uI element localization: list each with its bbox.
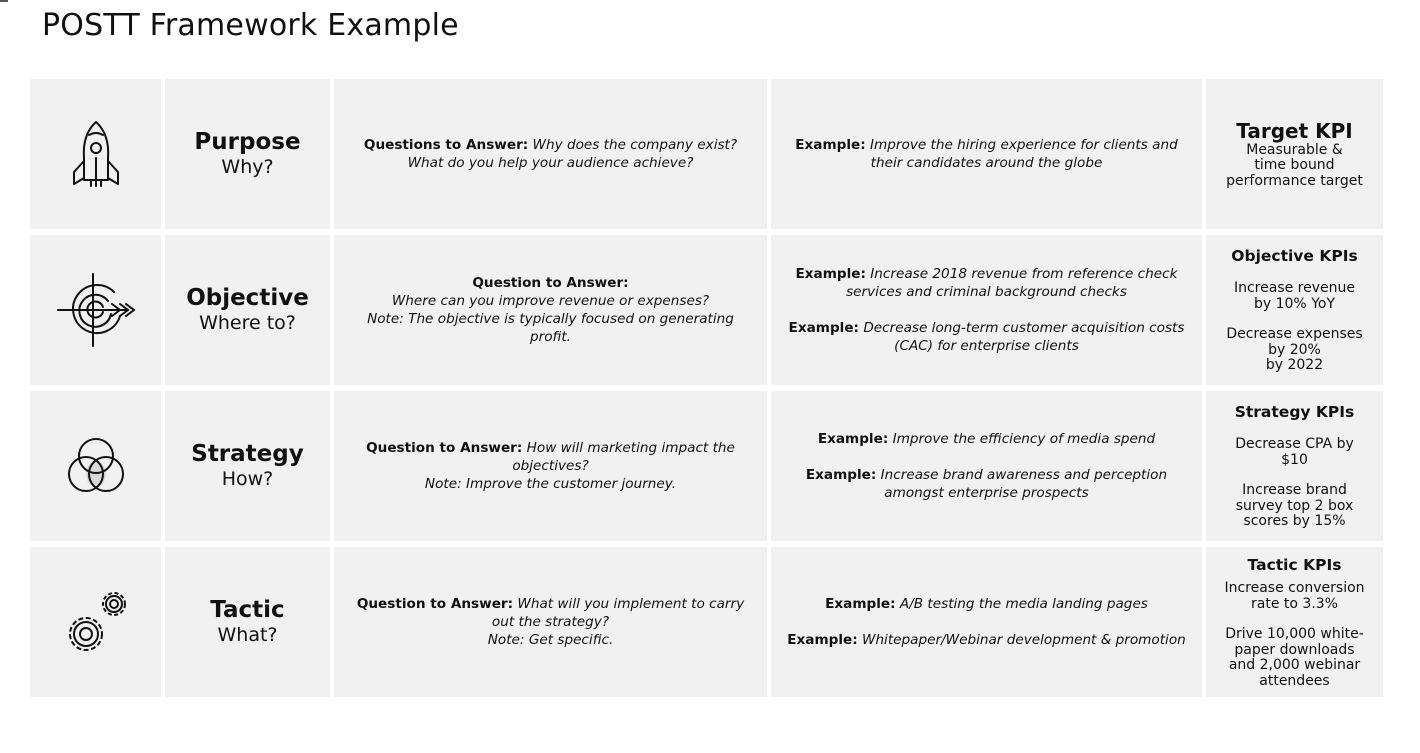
example-text: Improve the hiring experience for clients and their candidates around the globe [870,137,1178,171]
strategy-label-cell [165,391,330,541]
question-text: What do you help your audience achieve? [407,155,694,171]
kpi-line: Increase conversion [1224,580,1365,596]
objective-question-cell [334,235,767,385]
tactic-question [334,595,767,649]
objective-icon-cell [30,235,161,385]
kpi-line: by 10% YoY [1254,295,1335,312]
strategy-question [334,439,767,493]
corner-mark [0,0,8,2]
objective-question [334,274,767,346]
strategy-sublabel: How? [221,468,274,490]
kpi-line: by 2022 [1265,357,1324,374]
kpi-title: Strategy KPIs [1234,403,1355,422]
strategy-kpi-cell [1206,391,1383,541]
question-label: Questions to Answer: [363,137,529,153]
kpi-line: paper downloads [1234,641,1355,658]
kpi-line: rate to 3.3% [1251,595,1338,612]
question-label: Question to Answer: [472,275,629,291]
purpose-kpi-cell [1206,79,1383,229]
purpose-sublabel: Why? [221,156,274,178]
objective-example-1 [771,265,1202,301]
rocket-icon [56,114,136,194]
question-label: Question to Answer: [366,440,523,456]
purpose-question [352,136,749,172]
postt-framework-table [30,79,1383,697]
tactic-sublabel: What? [217,624,278,646]
kpi-line: $10 [1281,451,1308,468]
kpi-line: by 20% [1268,341,1321,358]
objective-label: Objective [186,285,309,311]
strategy-question-cell [334,391,767,541]
tactic-icon-cell [30,547,161,697]
purpose-example-cell [771,79,1202,229]
objective-kpi-cell [1206,235,1383,385]
question-text: What will you implement to carry out the strategy? [491,596,745,630]
purpose-example [771,136,1202,172]
purpose-label-cell [165,79,330,229]
example-label: Example: [825,596,896,612]
question-label: Question to Answer: [356,596,514,612]
purpose-question-cell [334,79,767,229]
strategy-example-2 [771,466,1202,502]
example-text: Increase brand awareness and perception amongst enterprise prospects [880,467,1168,501]
tactic-example-cell [771,547,1202,697]
tactic-label: Tactic [210,597,285,623]
purpose-label: Purpose [194,129,301,155]
kpi-line: Decrease expenses [1226,326,1363,343]
kpi-line: time bound [1254,157,1335,174]
question-note: Note: Improve the customer journey. [424,476,677,492]
strategy-icon-cell [30,391,161,541]
question-text: Why does the company exist? [532,137,738,153]
example-label: Example: [805,467,877,483]
question-note: Note: The objective is typically focused on generating profit. [367,311,734,345]
target-icon [56,270,136,350]
kpi-title: Objective KPIs [1231,247,1358,266]
question-text: Where can you improve revenue or expenses? [391,293,710,309]
objective-label-cell [165,235,330,385]
objective-sublabel: Where to? [199,312,296,334]
example-label: Example: [795,266,866,282]
kpi-line: and 2,000 webinar [1228,657,1361,673]
tactic-example-1 [813,595,1160,613]
objective-example-2 [771,319,1202,355]
kpi-line: scores by 15% [1243,513,1346,530]
example-label: Example: [817,431,889,447]
example-text: A/B testing the media landing pages [899,596,1148,612]
kpi-line: attendees [1259,672,1330,689]
strategy-label: Strategy [191,441,304,467]
purpose-icon-cell [30,79,161,229]
kpi-line: Measurable & [1246,141,1343,158]
tactic-kpi-cell [1206,547,1383,697]
question-text: How will marketing impact the objectives? [512,440,735,474]
gears-icon [56,582,136,662]
strategy-example-cell [771,391,1202,541]
example-text: Decrease long-term customer acquisition costs (CAC) for enterprise clients [863,320,1185,354]
example-text: Whitepaper/Webinar development & promotion [862,632,1186,648]
kpi-title: Tactic KPIs [1247,556,1342,574]
objective-example-cell [771,235,1202,385]
strategy-example-1 [806,430,1167,448]
tactic-label-cell [165,547,330,697]
example-label: Example: [795,137,866,153]
example-text: Increase 2018 revenue from reference check services and criminal background checks [846,266,1178,300]
example-label: Example: [788,320,859,336]
example-label: Example: [787,632,858,648]
kpi-line: survey top 2 box [1235,497,1354,514]
kpi-line: Increase revenue [1233,280,1356,297]
page-title: POSTT Framework Example [42,8,459,43]
kpi-title: Target KPI [1236,118,1353,143]
example-text: Improve the efficiency of media spend [892,431,1156,447]
kpi-line: Increase brand [1242,482,1347,499]
question-note: Note: Get specific. [487,632,614,648]
tactic-example-2 [775,631,1198,649]
kpi-line: Drive 10,000 white- [1225,626,1364,642]
kpi-line: Decrease CPA by [1235,436,1354,453]
kpi-line: performance target [1226,172,1363,189]
venn-diagram-icon [56,426,136,506]
tactic-question-cell [334,547,767,697]
